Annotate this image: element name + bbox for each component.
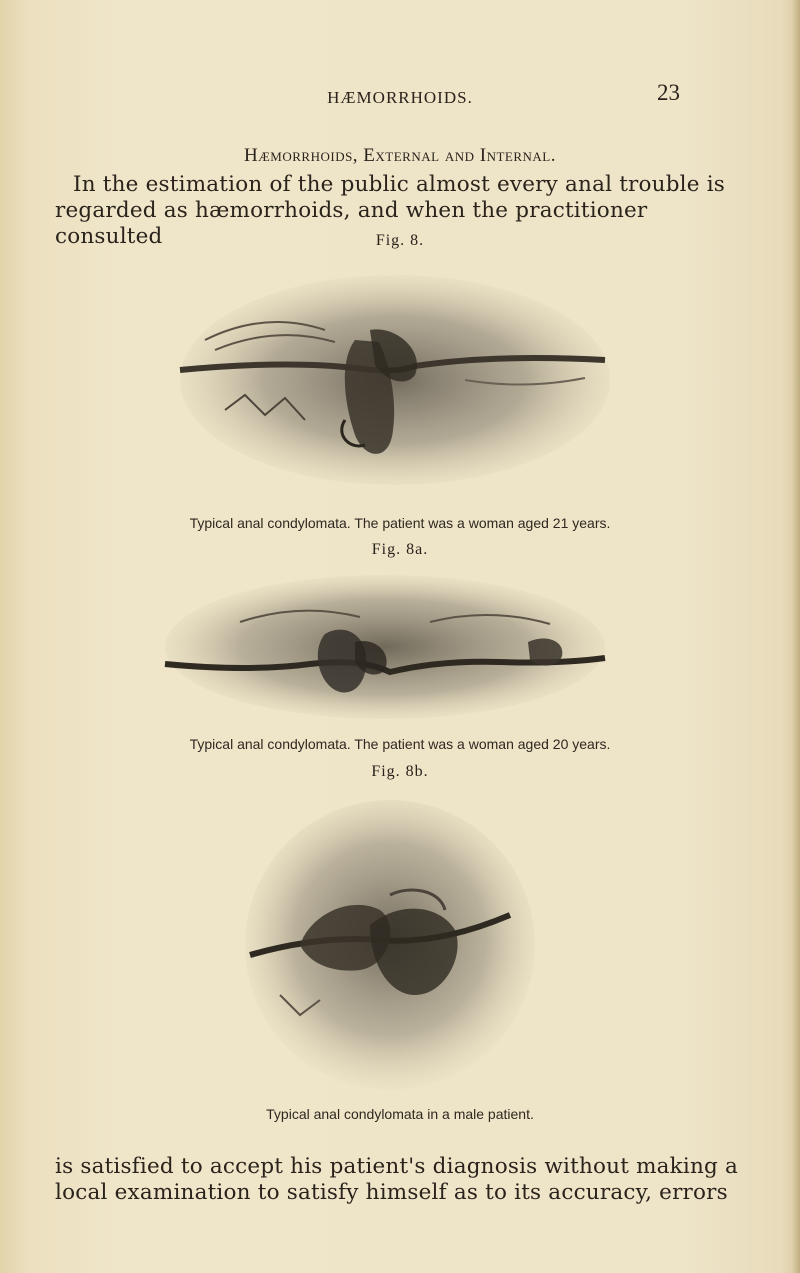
paragraph-opening: In the estimation of the public almost every anal trouble is regarded as hæmorrhoids, and when the practitioner consulted — [55, 172, 726, 249]
figure-8-illustration — [165, 270, 615, 500]
paragraph-continuation: is satisfied to accept his patient's diagnosis without making a local examination to satisfy himself as to its accuracy, errors — [55, 1154, 739, 1205]
figure-8a-caption: Typical anal condylomata. The patient was a woman aged 20 years. — [189, 736, 611, 752]
figure-8b-caption: Typical anal condylomata in a male patient. — [266, 1106, 534, 1122]
page-number: 23 — [657, 80, 680, 105]
figure-8a-illustration — [160, 572, 610, 722]
page-edge-shadow — [792, 0, 800, 1273]
figure-8-label: Fig. 8. — [375, 232, 425, 249]
figure-8-caption: Typical anal condylomata. The patient was a woman aged 21 years. — [189, 515, 611, 531]
figure-8a-label: Fig. 8a. — [371, 541, 429, 558]
figure-8b-illustration — [240, 795, 540, 1095]
running-head: HÆMORRHOIDS. — [327, 88, 473, 107]
figure-8b-label: Fig. 8b. — [371, 763, 429, 780]
section-heading: Hæmorrhoids, External and Internal. — [244, 145, 556, 166]
